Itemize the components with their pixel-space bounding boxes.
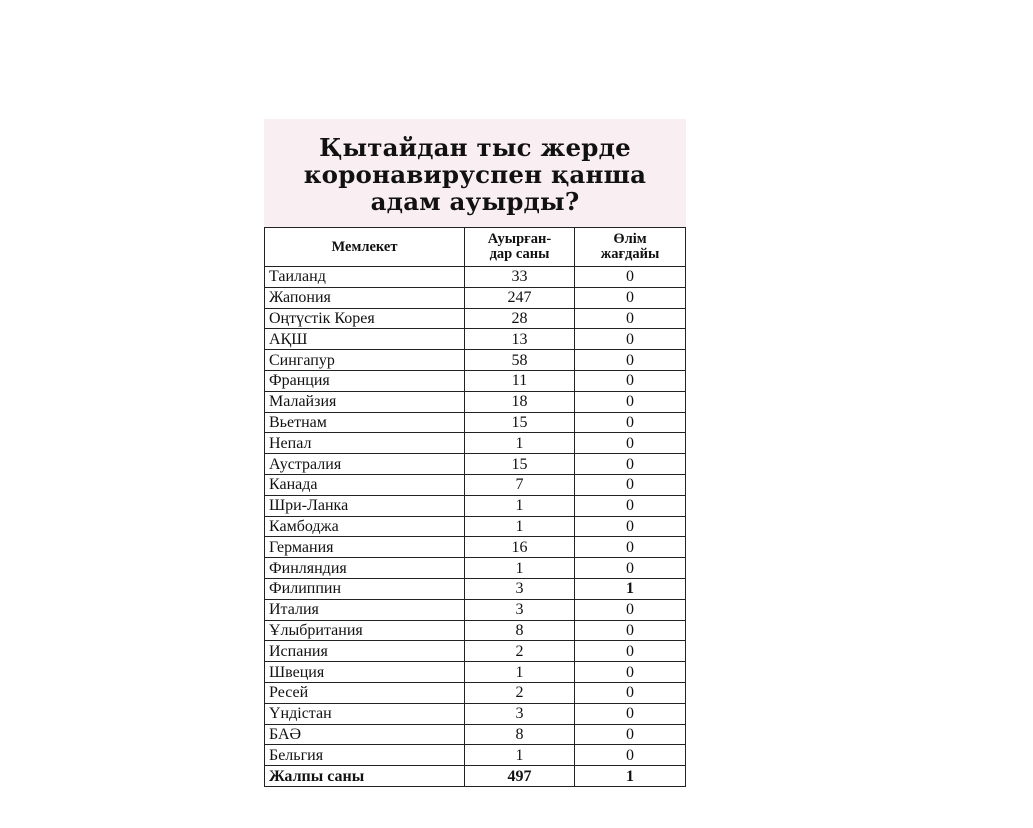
cases-cell: 2 [465, 641, 575, 662]
cases-cell: 33 [465, 267, 575, 288]
country-cell: Шри-Ланка [265, 495, 465, 516]
table-row [265, 703, 686, 724]
cases-cell: 1 [465, 558, 575, 579]
table-row [265, 412, 686, 433]
country-cell: Непал [265, 433, 465, 454]
deaths-cell: 0 [575, 350, 686, 371]
table-row [265, 682, 686, 703]
table-row [265, 558, 686, 579]
deaths-cell: 0 [575, 641, 686, 662]
cases-cell: 3 [465, 703, 575, 724]
deaths-cell: 0 [575, 599, 686, 620]
header-cases-line: дар саны [489, 246, 550, 262]
total-label: Жалпы саны [265, 766, 465, 787]
title-line: коронавируспен қанша [303, 159, 647, 189]
title-block [264, 119, 686, 227]
country-cell: Аустралия [265, 454, 465, 475]
deaths-cell: 0 [575, 433, 686, 454]
cases-cell: 8 [465, 724, 575, 745]
deaths-cell: 0 [575, 495, 686, 516]
country-cell: Германия [265, 537, 465, 558]
deaths-cell: 0 [575, 329, 686, 350]
cases-cell: 8 [465, 620, 575, 641]
table-row [265, 474, 686, 495]
table-row [265, 267, 686, 288]
table-row [265, 433, 686, 454]
country-cell: Франция [265, 370, 465, 391]
country-cell: Вьетнам [265, 412, 465, 433]
country-cell: Сингапур [265, 350, 465, 371]
deaths-cell: 0 [575, 703, 686, 724]
country-cell: Оңтүстік Корея [265, 308, 465, 329]
table-row [265, 287, 686, 308]
table-row [265, 537, 686, 558]
total-cases: 497 [465, 766, 575, 787]
header-country [265, 228, 465, 267]
cases-cell: 15 [465, 454, 575, 475]
table-row [265, 329, 686, 350]
title-line: адам ауырды? [370, 186, 580, 216]
table-row [265, 350, 686, 371]
table-row [265, 308, 686, 329]
country-cell: Филиппин [265, 578, 465, 599]
header-deaths [575, 228, 686, 267]
table-row [265, 745, 686, 766]
table-row [265, 370, 686, 391]
cases-cell: 1 [465, 516, 575, 537]
cases-cell: 13 [465, 329, 575, 350]
deaths-cell: 0 [575, 682, 686, 703]
deaths-cell: 0 [575, 745, 686, 766]
table-header-row [265, 228, 686, 267]
cases-cell: 15 [465, 412, 575, 433]
country-cell: Үндістан [265, 703, 465, 724]
country-cell: Финляндия [265, 558, 465, 579]
total-row [265, 766, 686, 787]
country-cell: Камбоджа [265, 516, 465, 537]
table-row [265, 454, 686, 475]
deaths-cell: 0 [575, 558, 686, 579]
deaths-cell: 0 [575, 412, 686, 433]
table-row [265, 516, 686, 537]
table-row [265, 620, 686, 641]
table-row [265, 578, 686, 599]
country-cell: Швеция [265, 662, 465, 683]
deaths-cell: 0 [575, 287, 686, 308]
deaths-cell: 0 [575, 516, 686, 537]
deaths-cell: 0 [575, 537, 686, 558]
header-country-label: Мемлекет [331, 238, 398, 255]
cases-cell: 28 [465, 308, 575, 329]
country-cell: Испания [265, 641, 465, 662]
country-cell: БАӘ [265, 724, 465, 745]
country-cell: Бельгия [265, 745, 465, 766]
deaths-cell: 1 [575, 578, 686, 599]
deaths-cell: 0 [575, 724, 686, 745]
cases-cell: 18 [465, 391, 575, 412]
cases-cell: 1 [465, 745, 575, 766]
cases-cell: 3 [465, 578, 575, 599]
deaths-cell: 0 [575, 620, 686, 641]
deaths-cell: 0 [575, 267, 686, 288]
cases-cell: 16 [465, 537, 575, 558]
deaths-cell: 0 [575, 370, 686, 391]
cases-table [264, 227, 686, 787]
header-deaths-line: Өлім [613, 231, 647, 247]
deaths-cell: 0 [575, 391, 686, 412]
table-row [265, 391, 686, 412]
cases-cell: 3 [465, 599, 575, 620]
cases-cell: 1 [465, 662, 575, 683]
total-deaths: 1 [575, 766, 686, 787]
table-row [265, 724, 686, 745]
country-cell: Малайзия [265, 391, 465, 412]
header-deaths-line: жағдайы [600, 246, 660, 262]
infographic-card [264, 119, 686, 787]
header-cases [465, 228, 575, 267]
country-cell: Ұлыбритания [265, 620, 465, 641]
country-cell: АҚШ [265, 329, 465, 350]
deaths-cell: 0 [575, 454, 686, 475]
cases-cell: 1 [465, 433, 575, 454]
deaths-cell: 0 [575, 308, 686, 329]
table-row [265, 495, 686, 516]
cases-cell: 2 [465, 682, 575, 703]
country-cell: Канада [265, 474, 465, 495]
table-row [265, 599, 686, 620]
country-cell: Жапония [265, 287, 465, 308]
cases-cell: 1 [465, 495, 575, 516]
cases-cell: 7 [465, 474, 575, 495]
deaths-cell: 0 [575, 662, 686, 683]
table-row [265, 641, 686, 662]
country-cell: Таиланд [265, 267, 465, 288]
deaths-cell: 0 [575, 474, 686, 495]
cases-cell: 11 [465, 370, 575, 391]
cases-cell: 58 [465, 350, 575, 371]
header-cases-line: Ауырған- [487, 231, 552, 247]
cases-cell: 247 [465, 287, 575, 308]
infographic-title [304, 132, 646, 215]
country-cell: Италия [265, 599, 465, 620]
table-row [265, 662, 686, 683]
title-line: Қытайдан тыс жерде [319, 132, 631, 162]
country-cell: Ресей [265, 682, 465, 703]
